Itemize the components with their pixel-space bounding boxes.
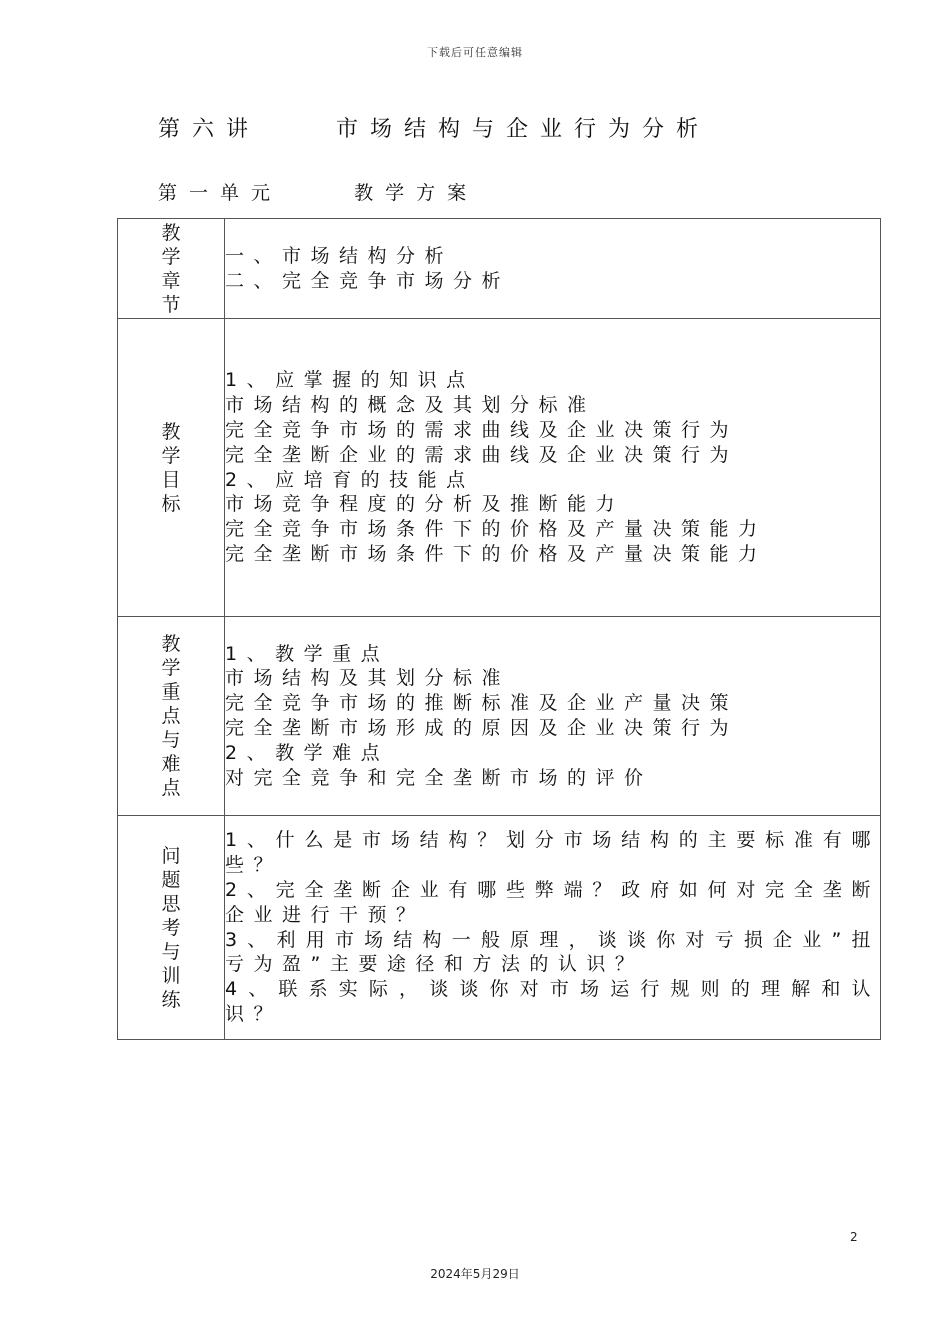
table-row-key-points <box>118 617 881 816</box>
row-label-chapter <box>118 219 225 319</box>
page-title: 第六讲 市场结构与企业行为分析 <box>158 117 710 142</box>
content-line: 完全垄断市场形成的原因及企业决策行为 <box>225 717 739 739</box>
row-content-key-points <box>225 617 881 816</box>
row-label-key-points <box>118 617 225 816</box>
row-content-questions <box>225 816 881 1040</box>
content-line: 2、教学难点 <box>225 741 390 764</box>
row-label-objectives <box>118 319 225 617</box>
content-line: 完全竞争市场的需求曲线及企业决策行为 <box>225 418 739 441</box>
content-line: 二、完全竞争市场分析 <box>225 269 511 292</box>
row-label-text: 问题思考与训练 <box>161 844 181 1011</box>
teaching-plan-table <box>117 218 881 1040</box>
content-line: 完全竞争市场的推断标准及企业产量决策 <box>225 692 739 715</box>
page-number: 2 <box>850 1230 858 1244</box>
content-line: 3、利用市场结构一般原理，谈谈你对亏损企业”扭亏为盈”主要途径和方法的认识？ <box>225 928 880 976</box>
content-line: 完全竞争市场条件下的价格及产量决策能力 <box>225 518 767 541</box>
table-row-objectives <box>118 319 881 617</box>
content-line: 完全垄断企业的需求曲线及企业决策行为 <box>225 443 739 466</box>
table-row-questions <box>118 816 881 1040</box>
row-content-objectives <box>225 319 881 617</box>
header-note: 下载后可任意编辑 <box>427 46 523 59</box>
content-line: 完全垄断市场条件下的价格及产量决策能力 <box>225 542 767 565</box>
unit-subtitle: 第一单元 教学方案 <box>158 182 479 204</box>
content-line: 市场结构的概念及其划分标准 <box>225 394 596 417</box>
table-row-chapter <box>118 219 881 319</box>
content-line: 1、应掌握的知识点 <box>225 369 475 392</box>
content-line: 4、联系实际，谈谈你对市场运行规则的理解和认识？ <box>225 978 880 1025</box>
content-line: 1、什么是市场结构？划分市场结构的主要标准有哪些？ <box>225 829 880 877</box>
content-line: 对完全竞争和完全垄断市场的评价 <box>225 766 653 789</box>
content-line: 一、市场结构分析 <box>225 244 454 267</box>
content-line: 1、教学重点 <box>225 642 390 665</box>
row-label-text: 教学重点与难点 <box>161 633 181 799</box>
row-label-text: 教学章节 <box>161 221 181 316</box>
content-line: 市场结构及其划分标准 <box>225 667 511 690</box>
content-line: 2、完全垄断企业有哪些弊端？政府如何对完全垄断企业进行干预？ <box>225 878 880 926</box>
row-label-text: 教学目标 <box>161 420 181 515</box>
row-label-questions <box>118 816 225 1040</box>
content-line: 2、应培育的技能点 <box>225 468 475 491</box>
content-line: 市场竞争程度的分析及推断能力 <box>225 493 625 516</box>
footer-date: 2024年5月29日 <box>430 1267 520 1281</box>
row-content-chapter <box>225 219 881 319</box>
